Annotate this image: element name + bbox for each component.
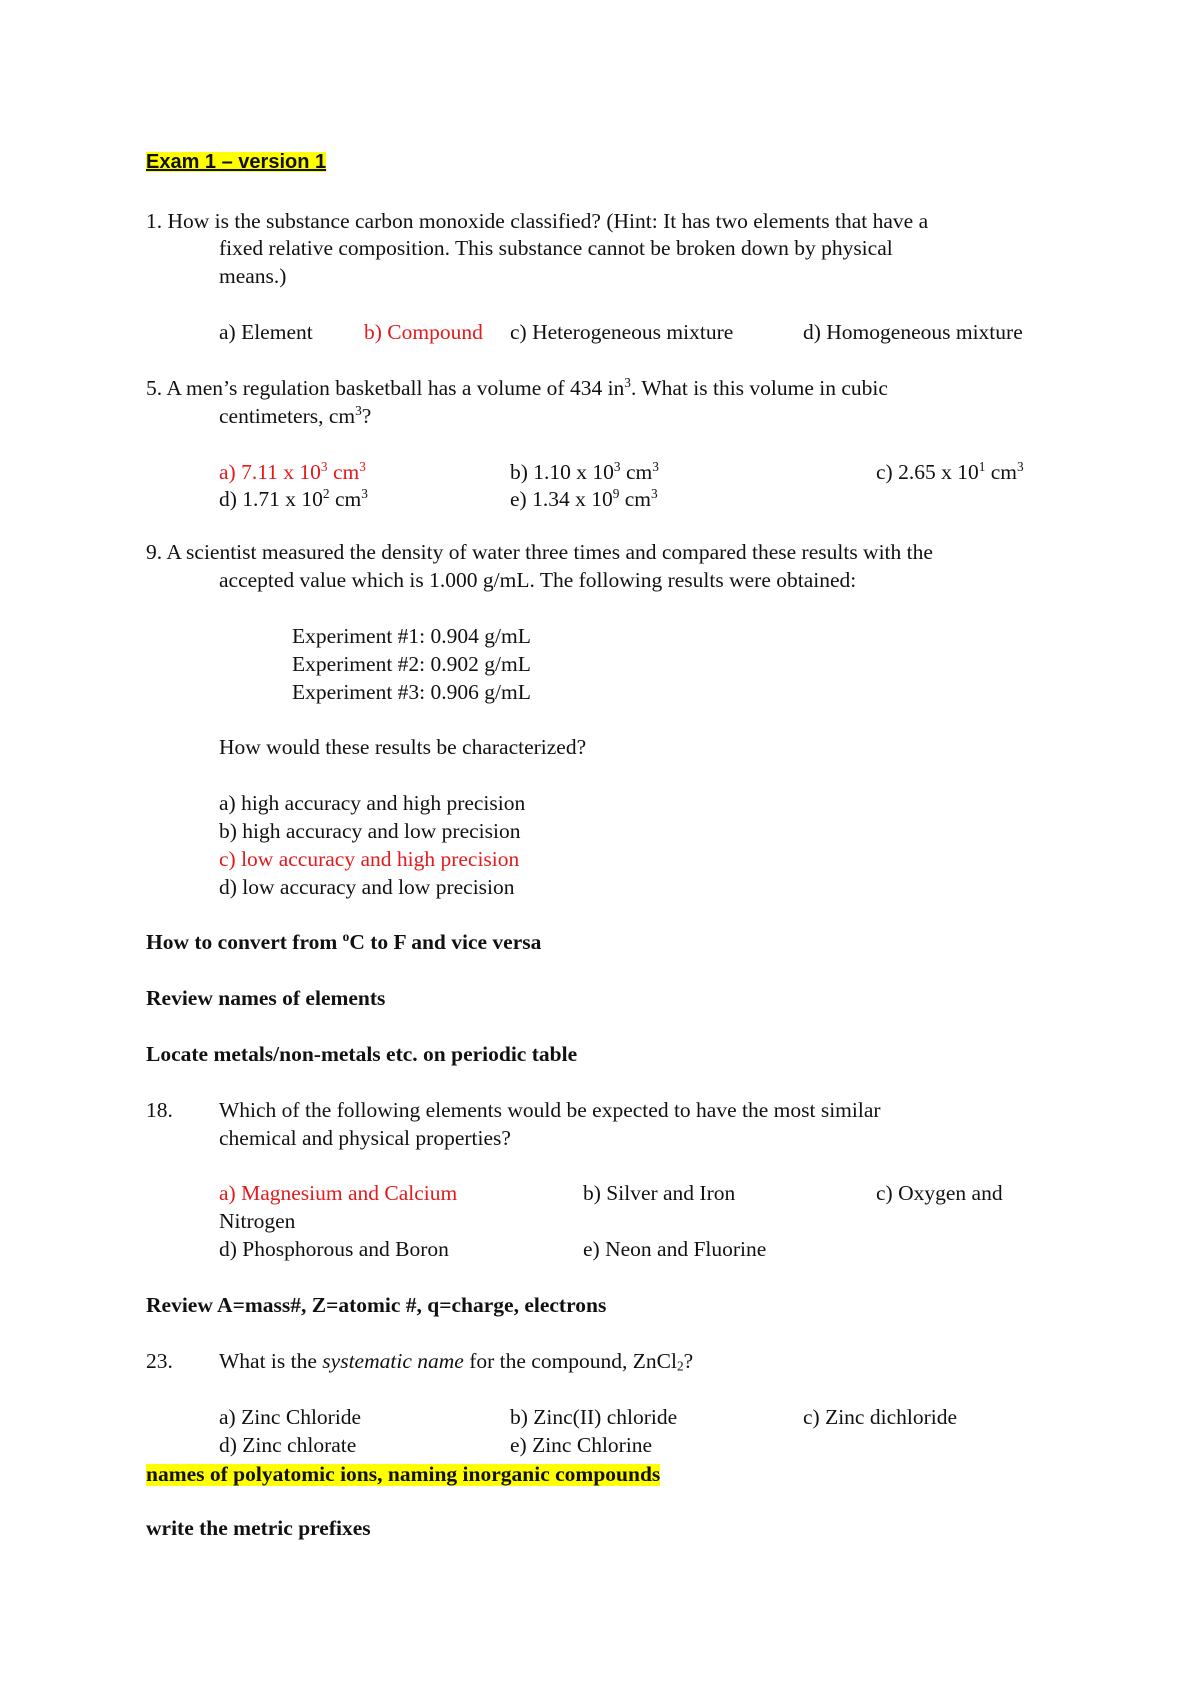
q5-option-c: c) 2.65 x $10^1$ $cm^3$ xyxy=(876,458,1024,484)
note-review-elements: Review names of elements xyxy=(146,986,386,1010)
note-review-atomic: Review A=mass#, Z=atomic #, q=charge, electrons xyxy=(146,1293,607,1317)
q9-text-line1: 9. A scientist measured the density of water three times and compared these results with the xyxy=(146,540,933,564)
q9-text-line2: accepted value which is 1.000 g/mL. The following results were obtained: xyxy=(219,568,857,592)
q23-option-d: d) Zinc chlorate xyxy=(219,1433,357,1457)
q5-option-e: e) 1.34 x $10^9$ $cm^3$ xyxy=(510,485,658,511)
q23-text: What is the systematic name for the compound, ZnCl$_2$? xyxy=(219,1349,694,1374)
q9-experiment-1: Experiment #1: 0.904 g/mL xyxy=(292,624,531,648)
q1-option-c: c) Heterogeneous mixture xyxy=(510,320,734,344)
note-metric-prefixes: write the metric prefixes xyxy=(146,1516,371,1540)
q9-option-b: b) high accuracy and low precision xyxy=(219,819,521,843)
q23-option-b: b) Zinc(II) chloride xyxy=(510,1405,678,1429)
q18-number: 18. xyxy=(146,1098,173,1122)
q9-question: How would these results be characterized? xyxy=(219,735,587,759)
q18-text-line2: chemical and physical properties? xyxy=(219,1126,511,1150)
q9-option-a: a) high accuracy and high precision xyxy=(219,791,526,815)
q9-option-d: d) low accuracy and low precision xyxy=(219,875,515,899)
note-locate-metals: Locate metals/non-metals etc. on periodic table xyxy=(146,1042,578,1066)
q23-option-a: a) Zinc Chloride xyxy=(219,1405,362,1429)
note-convert-temperature: How to convert from $^o$C to F and vice versa xyxy=(146,928,542,954)
exam-title: Exam 1 – version 1 xyxy=(146,151,327,173)
q5-text-line2: centimeters, $cm^3$? xyxy=(219,402,372,428)
q18-text-line1: Which of the following elements would be expected to have the most similar xyxy=(219,1098,881,1122)
q18-option-d: d) Phosphorous and Boron xyxy=(219,1237,449,1261)
q18-option-c-continued: Nitrogen xyxy=(219,1209,296,1233)
q1-text-line2: fixed relative composition. This substance cannot be broken down by physical xyxy=(219,236,893,260)
q23-option-c: c) Zinc dichloride xyxy=(803,1405,958,1429)
q1-text-line3: means.) xyxy=(219,264,287,288)
q5-option-a-answer: a) 7.11 x $10^3$ $cm^3$ xyxy=(219,458,366,484)
note-polyatomic-ions: names of polyatomic ions, naming inorganic compounds xyxy=(146,1462,661,1486)
q18-option-b: b) Silver and Iron xyxy=(583,1181,736,1205)
q18-option-c: c) Oxygen and xyxy=(876,1181,1003,1205)
q9-experiment-3: Experiment #3: 0.906 g/mL xyxy=(292,680,531,704)
q1-option-d: d) Homogeneous mixture xyxy=(803,320,1023,344)
q9-option-c-answer: c) low accuracy and high precision xyxy=(219,847,520,871)
q1-text-line1: 1. How is the substance carbon monoxide classified? (Hint: It has two elements that have a xyxy=(146,209,929,233)
q23-option-e: e) Zinc Chlorine xyxy=(510,1433,653,1457)
q23-number: 23. xyxy=(146,1349,173,1373)
q5-text-line1: 5. A men’s regulation basketball has a volume of 434 $in^3$. What is this volume in cubic xyxy=(146,374,888,400)
q5-option-b: b) 1.10 x $10^3$ $cm^3$ xyxy=(510,458,659,484)
q18-option-a-answer: a) Magnesium and Calcium xyxy=(219,1181,458,1205)
q1-option-a: a) Element xyxy=(219,320,313,344)
q5-option-d: d) 1.71 x $10^2$ $cm^3$ xyxy=(219,485,368,511)
q18-option-e: e) Neon and Fluorine xyxy=(583,1237,767,1261)
q1-option-b-answer: b) Compound xyxy=(364,320,483,344)
q9-experiment-2: Experiment #2: 0.902 g/mL xyxy=(292,652,531,676)
